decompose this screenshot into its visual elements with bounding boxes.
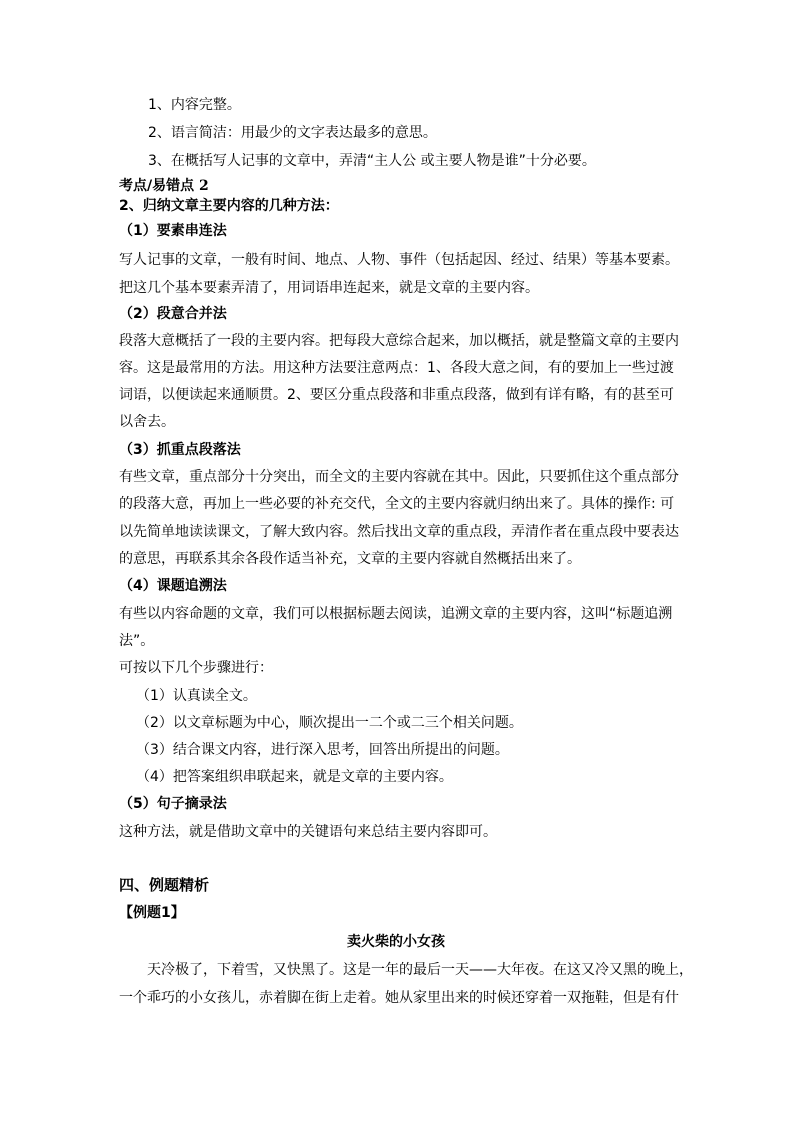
method-2-line-3: 词语，以便读起来通顺贯。2、要区分重点段落和非重点段落，做到有详有略，有的甚至可 bbox=[119, 387, 674, 403]
method-4-title: （4）课题追溯法 bbox=[119, 578, 227, 594]
method-5-line-1: 这种方法，就是借助文章中的关键语句来总结主要内容即可。 bbox=[119, 824, 497, 840]
section-heading: 四、例题精析 bbox=[119, 876, 210, 894]
method-5-title: （5）句子摘录法 bbox=[119, 796, 227, 812]
method-4-line-3: 可按以下几个步骤进行： bbox=[119, 660, 273, 676]
method-2-line-1: 段落大意概括了一段的主要内容。把每段大意综合起来，加以概括，就是整篇文章的主要内 bbox=[119, 333, 679, 349]
method-2-title: （2）段意合并法 bbox=[119, 306, 227, 322]
method-4-step-4: （4）把答案组织串联起来，就是文章的主要内容。 bbox=[136, 769, 453, 785]
method-4-line-2: 法”。 bbox=[119, 633, 155, 649]
method-2-line-2: 容。这是最常用的方法。用这种方法要注意两点：1、各段大意之间，有的要加上一些过渡 bbox=[119, 360, 674, 376]
method-1-line-1: 写人记事的文章，一般有时间、地点、人物、事件（包括起因、经过、结果）等基本要素。 bbox=[119, 252, 679, 268]
story-title: 卖火柴的小女孩 bbox=[347, 934, 445, 950]
method-3-line-2: 的段落大意，再加上一些必要的补充交代，全文的主要内容就归纳出来了。具体的操作: 可 bbox=[119, 496, 675, 512]
method-1-title: （1）要素串连法 bbox=[119, 223, 227, 239]
requirement-2: 2、语言简洁：用最少的文字表达最多的意思。 bbox=[148, 125, 437, 141]
method-4-step-2: （2）以文章标题为中心，顺次提出一二个或二三个相关问题。 bbox=[136, 715, 523, 731]
requirement-3: 3、在概括写人记事的文章中，弄清“主人公 或主要人物是谁”十分必要。 bbox=[148, 153, 596, 169]
methods-heading: 2、归纳文章主要内容的几种方法： bbox=[119, 198, 339, 214]
method-4-step-3: （3）结合课文内容，进行深入思考，回答出所提出的问题。 bbox=[136, 742, 509, 758]
method-3-line-1: 有些文章，重点部分十分突出，而全文的主要内容就在其中。因此，只要抓住这个重点部分 bbox=[119, 469, 679, 485]
example-label: 【例题1】 bbox=[119, 905, 185, 921]
method-4-line-1: 有些以内容命题的文章，我们可以根据标题去阅读，追溯文章的主要内容，这叫“标题追溯 bbox=[119, 606, 673, 622]
method-1-line-2: 把这几个基本要素弄清了，用词语串连起来，就是文章的主要内容。 bbox=[119, 280, 539, 296]
method-4-step-1: （1）认真读全文。 bbox=[136, 688, 257, 704]
requirement-1: 1、内容完整。 bbox=[148, 97, 241, 113]
method-3-title: （3）抓重点段落法 bbox=[119, 442, 241, 458]
method-3-line-4: 的意思，再联系其余各段作适当补充，文章的主要内容就自然概括出来了。 bbox=[119, 551, 581, 567]
method-3-line-3: 以先简单地读读课文，了解大致内容。然后找出文章的重点段，弄清作者在重点段中要表达 bbox=[119, 524, 679, 540]
story-line-2: 一个乖巧的小女孩儿，赤着脚在街上走着。她从家里出来的时候还穿着一双拖鞋，但是有什 bbox=[119, 990, 679, 1006]
story-line-1: 天冷极了，下着雪，又快黑了。这是一年的最后一天——大年夜。在这又冷又黑的晚上， bbox=[147, 962, 693, 978]
method-2-line-4: 以舍去。 bbox=[119, 414, 175, 430]
exam-point-label: 考点/易错点 2 bbox=[119, 178, 209, 194]
